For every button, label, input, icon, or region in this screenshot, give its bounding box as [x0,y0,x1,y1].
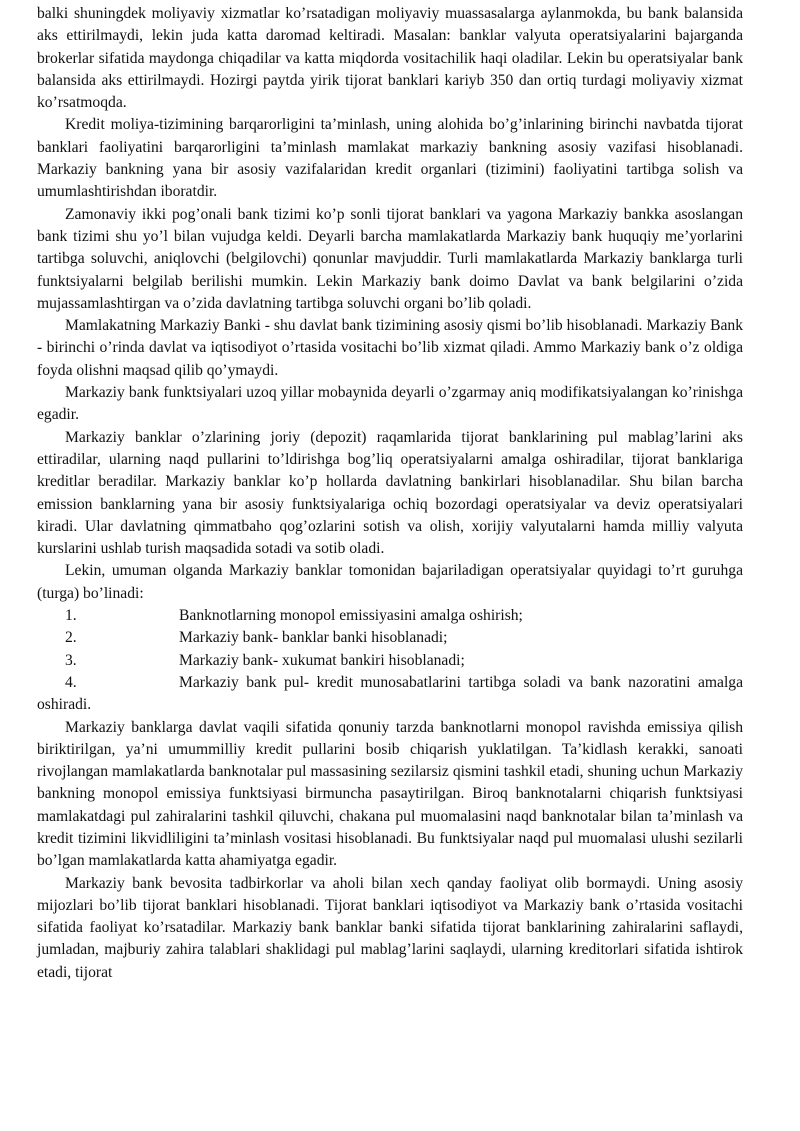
list-item [37,605,743,627]
paragraph-8: Markaziy banklarga davlat vaqili sifatida qonuniy tarzda banknotlarni monopol ravishda emissiya qilish biriktirilgan, ya’ni umummilliy kredit pullarini bosib chiqarish yuklatilgan. Ta’kidlash kerakki, sanoati rivojlangan mamlakatlarda banknotalar pul massasining sezilarsiz qismini tashkil etadi, shuning uchun Markaziy bankning monopol emissiya funktsiyasi birmuncha pasaytirilgan. Biroq banknotalarni chiqarish funktsiyasi mamlakatdagi pul zahiralarini tashkil qiluvchi, chakana pul muomalasini naqd banknotalar bilan ta’minlash va kredit tizimini likvidliligini ta’minlash vositasi hisoblanadi. Bu funktsiyalar naqd pul muomalasi ulushi sezilarli bo’lgan mamlakatlarda katta ahamiyatga egadir. [37,718,743,870]
list-item-number: 4. [65,673,77,691]
paragraph-2: Kredit moliya-tizimining barqarorligini ta’minlash, uning alohida bo’g’inlarining birinchi navbatda tijorat banklari faoliyatini barqarorligini ta’minlash mamlakat markaziy bankning asosiy vazifasi hisoblanadi. Markaziy bankning yana bir asosiy vazifalaridan kredit organlari (tizimini) faoliyatini tartibga solish va umumlashtirishdan iboratdir. [37,116,743,201]
list-item-number: 2. [65,629,77,647]
paragraph-6: Markaziy banklar o’zlarining joriy (depozit) raqamlarida tijorat banklarining pul mablag’larini aks ettiradilar, ularning naqd pullarini to’ldirishga bog’liq operatsiyalarni amalga oshiradilar, tijorat banklariga kreditlar beradilar. Markaziy banklar ko’p hollarda davlatning bankirlari hisoblanadilar. Shu bilan barcha emission banklarning yana bir asosiy funktsiyalariga ochiq bozordagi operatsiyalar va deviz operatsiyalari kiradi. Ular davlatning qimmatbaho qog’ozlarini sotish va olish, xorijiy valyutalarni hamda milliy valyuta kurslarini ushlab turish maqsadida sotadi va sotib oladi. [37,428,743,558]
list-item-text: Markaziy bank pul- kredit munosabatlarini tartibga soladi va bank nazoratini amalga oshiradi. [37,673,743,714]
list-item [37,627,743,649]
list-item-number: 1. [65,607,77,625]
list-item-text: Markaziy bank- banklar banki hisoblanadi; [179,629,448,647]
list-item-text: Banknotlarning monopol emissiyasini amalga oshirish; [179,607,523,625]
list-item [37,672,743,717]
list-item [37,650,743,672]
document-page [37,3,743,984]
paragraph-7: Lekin, umuman olganda Markaziy banklar tomonidan bajariladigan operatsiyalar quyidagi to’rt guruhga (turga) bo’linadi: [37,562,743,602]
paragraph-9: Markaziy bank bevosita tadbirkorlar va aholi bilan xech qanday faoliyat olib bormaydi. Uning asosiy mijozlari bo’lib tijorat banklari hisoblanadi. Tijorat banklari iqtisodiyot va Markaziy bank o’rtasida vositachi sifatida faoliyat ko’rsatadilar. Markaziy bank banklar banki sifatida tijorat banklarining zahiralarini saflaydi, jumladan, majburiy zahira talablari shaklidagi pul mablag’larini saqlaydi, ularning kreditorlari sifatida ishtirok etadi, tijorat [37,874,743,981]
list-item-number: 3. [65,651,77,669]
list-item-text: Markaziy bank- xukumat bankiri hisoblanadi; [179,651,465,669]
paragraph-3: Zamonaviy ikki pog’onali bank tizimi ko’p sonli tijorat banklari va yagona Markaziy bankka asoslangan bank tizimi shu yo’l bilan vujudga keldi. Deyarli barcha mamlakatlarda Markaziy bank huquqiy me’yorlarini tartibga soluvchi, aniqlovchi (belgilovchi) qonunlar mavjuddir. Turli mamlakatlarda Markaziy banklarga turli funktsiyalarni belgilab berilishi mumkin. Lekin Markaziy bank doimo Davlat va bank belgilarini o’zida mujassamlashtirgan va o’zida davlatning tartibga soluvchi organi bo’lib qoladi. [37,205,743,312]
paragraph-4: Mamlakatning Markaziy Banki - shu davlat bank tizimining asosiy qismi bo’lib hisoblanadi. Markaziy Bank - birinchi o’rinda davlat va iqtisodiyot o’rtasida vositachi bo’lib xizmat qiladi. Ammo Markaziy bank o’z oldiga foyda olishni maqsad qilib qo’ymaydi. [37,317,743,379]
paragraph-5: Markaziy bank funktsiyalari uzoq yillar mobaynida deyarli o’zgarmay aniq modifikatsiyalangan ko’rinishga egadir. [37,384,743,424]
paragraph-1: balki shuningdek moliyaviy xizmatlar ko’rsatadigan moliyaviy muassasalarga aylanmokda, bu bank balansida aks ettirilmaydi, lekin juda katta daromad keltiradi. Masalan: banklar valyuta operatsiyalarini bajarganda brokerlar sifatida maydonga chiqadilar va katta miqdorda vositachilik haqi oladilar. Lekin bu operatsiyalar bank balansida aks ettirilmaydi. Hozirgi paytda yirik tijorat banklari kariyb 350 dan ortiq turdagi moliyaviy xizmat ko’rsatmoqda. [37,5,743,112]
